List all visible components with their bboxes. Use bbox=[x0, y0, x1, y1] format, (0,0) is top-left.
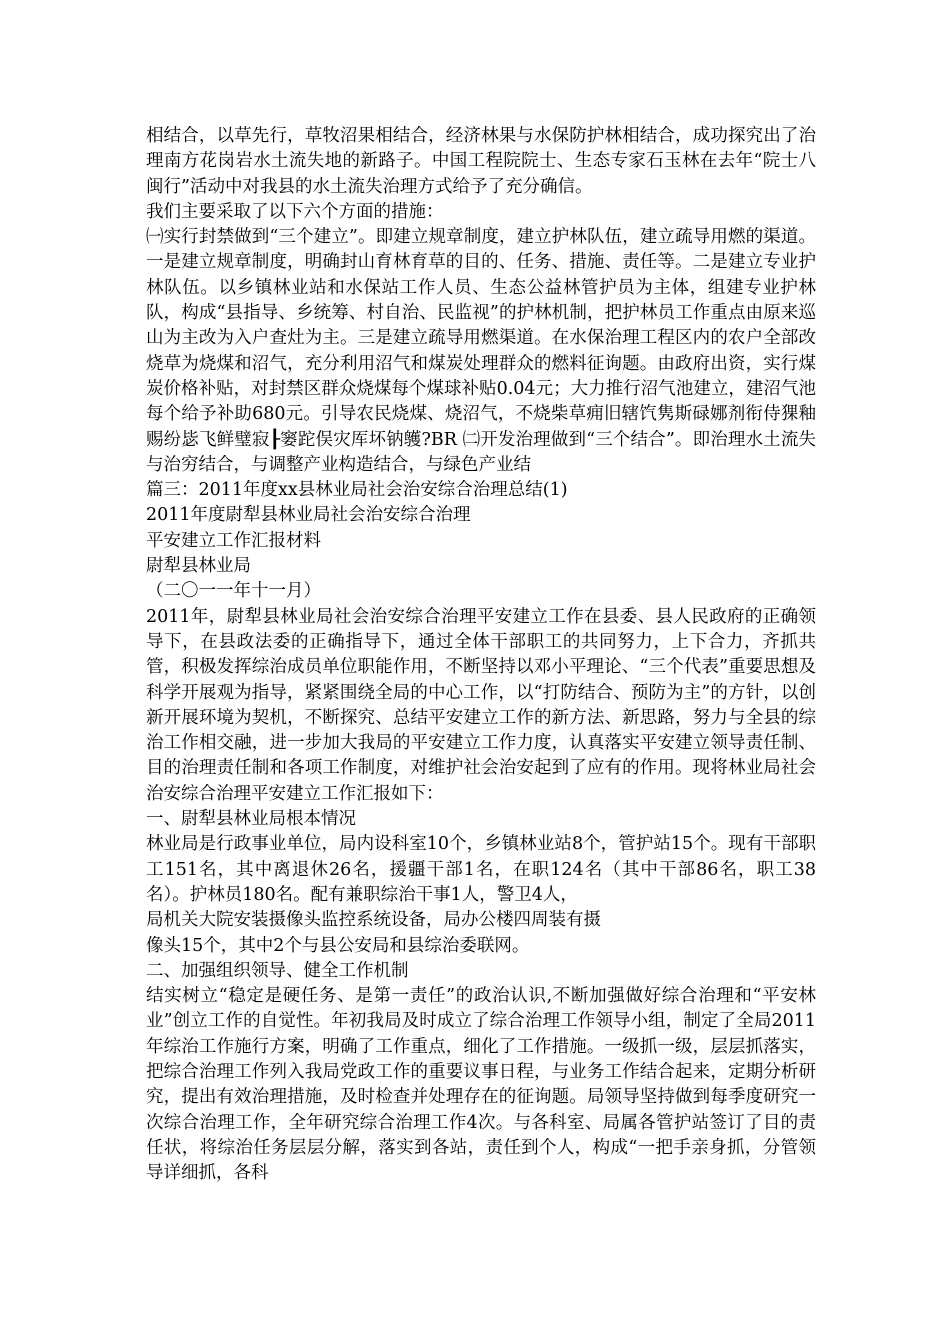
heading-basic-situation: 一、尉犁县林业局根本情况 bbox=[146, 809, 356, 830]
paragraph-camera-system: 局机关大院安装摄像头监控系统设备，局办公楼四周装有摄 bbox=[146, 910, 601, 931]
document-body bbox=[146, 124, 816, 1186]
paragraph-intro: 相结合，以草先行，草牧沼果相结合，经济林果与水保防护林相结合，成功探究出了治理南方花岗岩水土流失地的新路子。中国工程院院士、生态专家石玉林在去年“院士八闽行”活动中对我县的水土流失治理方式给予了充分确信。 bbox=[146, 126, 816, 197]
paragraph-camera-count: 像头15个，其中2个与县公安局和县综治委联网。 bbox=[146, 935, 530, 956]
section-title-part-three: 篇三：2011年度xx县林业局社会治安综合治理总结(1) bbox=[146, 480, 568, 501]
report-author: 尉犁县林业局 bbox=[146, 556, 251, 577]
report-title-line-1: 2011年度尉犁县林业局社会治安综合治理 bbox=[146, 505, 471, 526]
paragraph-organization: 结实树立“稳定是硬任务、是第一责任”的政治认识,不断加强做好综合治理和“平安林业”创立工作的自觉性。年初我局及时成立了综合治理工作领导小组，制定了全局2011年综治工作施行方案，明确了工作重点，细化了工作措施。一级抓一级，层层抓落实，把综合治理工作列入我局党政工作的重要议事日程，与业务工作结合起来，定期分析研究，提出有效治理措施，及时检查并处理存在的征询题。局领导坚持做到每季度研究一次综合治理工作，全年研究综合治理工作4次。与各科室、局属各管护站签订了目的责任状，将综治任务层层分解，落实到各站，责任到个人，构成“一把手亲身抓，分管领导详细抓，各科 bbox=[146, 986, 816, 1184]
paragraph-measures-lead: 我们主要采取了以下六个方面的措施： bbox=[146, 201, 444, 222]
paragraph-measure-one: ㈠实行封禁做到“三个建立”。即建立规章制度，建立护林队伍，建立疏导用燃的渠道。一是建立规章制度，明确封山育林育草的目的、任务、措施、责任等。二是建立专业护林队伍。以乡镇林业站和水保站工作人员、生态公益林管护员为主体，组建专业护林队，构成“县指导、乡统筹、村自治、民监视”的护林机制，把护林员工作重点由原来巡山为主改为入户查灶为主。三是建立疏导用燃渠道。在水保治理工程区内的农户全部改烧草为烧煤和沼气，充分利用沼气和煤炭处理群众的燃料征询题。由政府出资，实行煤炭价格补贴，对封禁区群众烧煤每个煤球补贴0.04元；大力推行沼气池建立，建沼气池每个给予补助680元。引导农民烧煤、烧沼气，不烧柴草痈旧辖饩隽斯碌娜剂衔侍猓釉赐纷毖飞鲜璧寂┠窭跎俣灾厍坏钠鹱?BR ㈡开发治理做到“三个结合”。即治理水土流失与治穷结合，与调整产业构造结合，与绿色产业结 bbox=[146, 227, 816, 475]
heading-organization: 二、加强组织领导、健全工作机制 bbox=[146, 960, 409, 981]
report-date: （二〇一一年十一月） bbox=[146, 581, 321, 602]
report-title-line-2: 平安建立工作汇报材料 bbox=[146, 530, 321, 551]
paragraph-overview: 2011年，尉犁县林业局社会治安综合治理平安建立工作在县委、县人民政府的正确领导下，在县政法委的正确指导下，通过全体干部职工的共同努力，上下合力，齐抓共管，积极发挥综治成员单位职能作用，不断坚持以邓小平理论、“三个代表”重要思想及科学开展观为指导，紧紧围绕全局的中心工作，以“打防结合、预防为主”的方针，以创新开展环境为契机，不断探究、总结平安建立工作的新方法、新思路，努力与全县的综治工作相交融，进一步加大我局的平安建立工作力度，认真落实平安建立领导责任制、目的治理责任制和各项工作制度，对维护社会治安起到了应有的作用。现将林业局社会治安综合治理平安建立工作汇报如下： bbox=[146, 606, 816, 804]
paragraph-basic-situation: 林业局是行政事业单位，局内设科室10个，乡镇林业站8个，管护站15个。现有干部职工151名，其中离退休26名，援疆干部1名，在职124名（其中干部86名，职工38名）。护林员180名。配有兼职综治干事1人，警卫4人， bbox=[146, 834, 816, 905]
